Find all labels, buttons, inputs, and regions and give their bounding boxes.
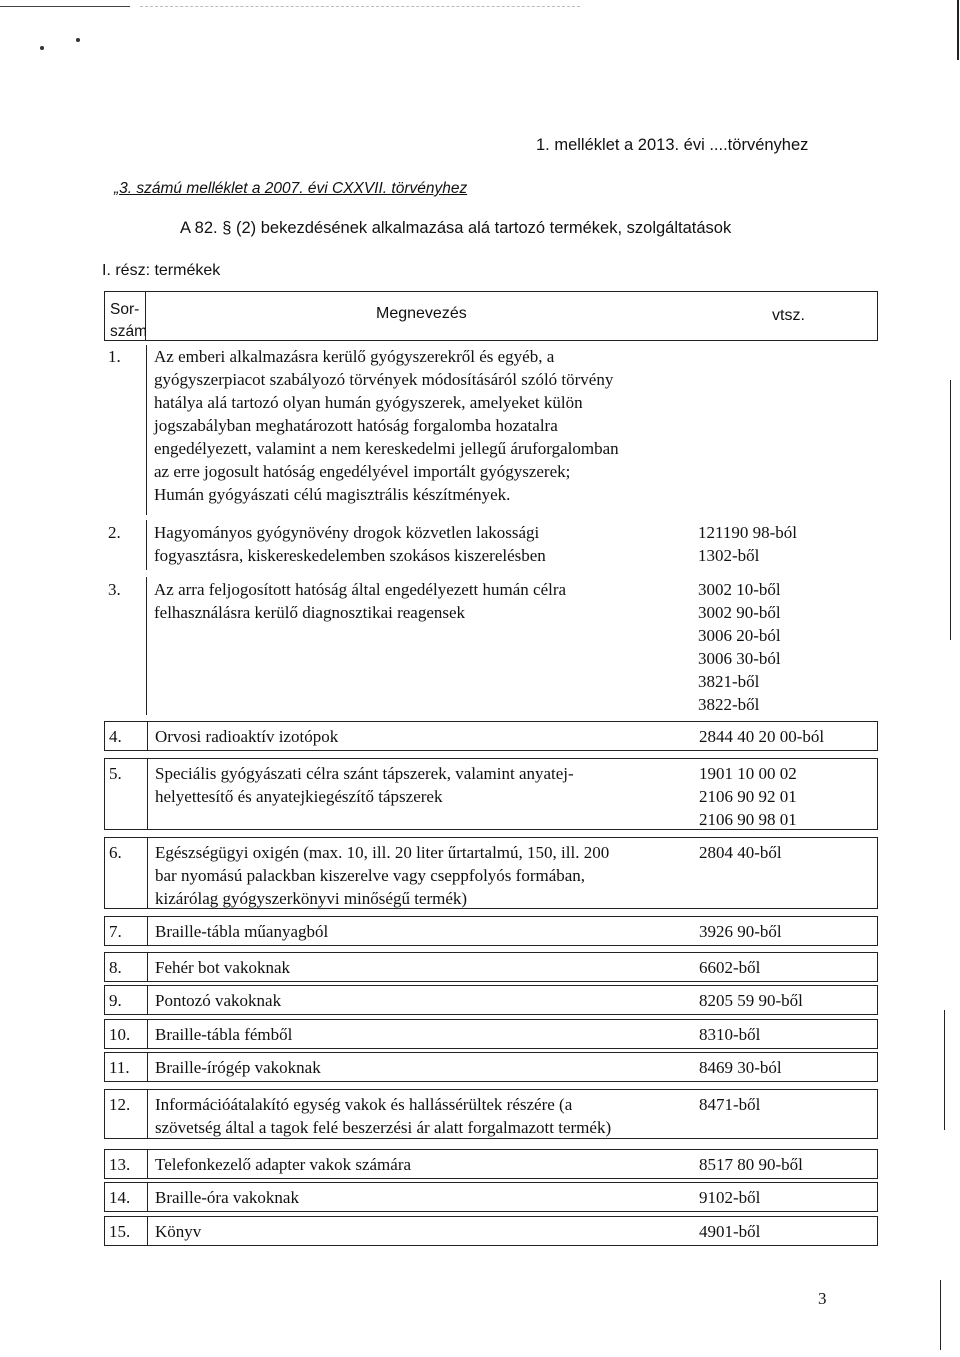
- table-row: [104, 1182, 878, 1212]
- description-line: bar nyomású palackban kiszerelve vagy cseppfolyós formában,: [155, 866, 586, 885]
- row-tariff-codes: [698, 578, 781, 716]
- table-row: [104, 578, 878, 714]
- part-title: I. rész: termékek: [102, 262, 221, 279]
- column-header-name: Megnevezés: [376, 305, 467, 322]
- scan-dot: [40, 46, 44, 50]
- scan-edge-mark: [940, 1280, 941, 1350]
- row-tariff-codes: [699, 1023, 760, 1046]
- column-header-number-line2: szám: [110, 323, 148, 340]
- scan-edge-mark: [950, 380, 951, 640]
- row-tariff-codes: [699, 1093, 760, 1116]
- column-divider: [147, 1182, 148, 1212]
- description-line: Egészségügyi oxigén (max. 10, ill. 20 liter űrtartalmú, 150, ill. 200: [155, 843, 610, 862]
- row-description: [155, 1153, 695, 1176]
- row-tariff-codes: [699, 762, 797, 831]
- row-description: [155, 956, 695, 979]
- row-number: 4.: [109, 727, 122, 746]
- tariff-code: 2106 90 92 01: [699, 787, 797, 806]
- description-line: Telefonkezelő adapter vakok számára: [155, 1155, 412, 1174]
- row-tariff-codes: [699, 841, 782, 864]
- tariff-code: 2804 40-ből: [699, 843, 782, 862]
- annex-title: 1. melléklet a 2013. évi ....törvényhez: [536, 136, 809, 154]
- row-tariff-codes: [699, 1056, 782, 1079]
- description-line: Pontozó vakoknak: [155, 991, 282, 1010]
- row-description: [155, 1186, 695, 1209]
- tariff-code: 1302-ből: [698, 546, 760, 565]
- row-description: [155, 989, 695, 1012]
- description-line: helyettesítő és anyatejkiegészítő tápszerek: [155, 787, 443, 806]
- table-row: [104, 1089, 878, 1139]
- tariff-code: 3006 20-ból: [698, 626, 781, 645]
- table-row: [104, 952, 878, 982]
- row-tariff-codes: [699, 1220, 760, 1243]
- row-number: 11.: [109, 1058, 130, 1077]
- tariff-code: 1901 10 00 02: [699, 764, 797, 783]
- page-number: 3: [818, 1289, 827, 1308]
- table-row: [104, 1216, 878, 1246]
- row-number: 1.: [108, 347, 121, 366]
- description-line: szövetség által a tagok felé beszerzési ár alatt forgalmazott termék): [155, 1118, 612, 1137]
- description-line: fogyasztásra, kiskereskedelemben szokásos kiszerelésben: [154, 546, 546, 565]
- column-divider: [147, 916, 148, 946]
- description-line: Humán gyógyászati célú magisztrális készítmények.: [154, 485, 511, 504]
- column-header-number: [110, 299, 147, 343]
- table-row: [104, 345, 878, 515]
- column-divider: [147, 1019, 148, 1049]
- tariff-code: 8517 80 90-ből: [699, 1155, 803, 1174]
- column-divider: [147, 952, 148, 982]
- tariff-code: 8469 30-ból: [699, 1058, 782, 1077]
- description-line: Könyv: [155, 1222, 202, 1241]
- row-number: 7.: [109, 922, 122, 941]
- row-description: [154, 345, 694, 506]
- table-row: [104, 1149, 878, 1179]
- tariff-code: 3821-ből: [698, 672, 760, 691]
- column-divider: [146, 577, 147, 715]
- description-line: Orvosi radioaktív izotópok: [155, 727, 339, 746]
- table-header: [104, 291, 878, 341]
- table-row: [104, 1052, 878, 1082]
- scan-dot: [76, 38, 80, 42]
- description-line: Hagyományos gyógynövény drogok közvetlen lakossági: [154, 523, 540, 542]
- row-tariff-codes: [699, 1186, 760, 1209]
- description-line: Speciális gyógyászati célra szánt tápszerek, valamint anyatej-: [155, 764, 574, 783]
- row-number: 3.: [108, 580, 121, 599]
- description-line: Információátalakító egység vakok és hallássérültek részére (a: [155, 1095, 573, 1114]
- row-number: 14.: [109, 1188, 131, 1207]
- description-line: gyógyszerpiacot szabályozó törvények módosításáról szóló törvény: [154, 370, 614, 389]
- scan-edge-mark: [944, 1010, 945, 1130]
- table-row: [104, 837, 878, 909]
- tariff-code: 8471-ből: [699, 1095, 761, 1114]
- row-tariff-codes: [699, 956, 760, 979]
- row-description: [155, 725, 695, 748]
- row-number: 9.: [109, 991, 122, 1010]
- description-line: Braille-írógép vakoknak: [155, 1058, 321, 1077]
- description-line: Az arra feljogosított hatóság által engedélyezett humán célra: [154, 580, 567, 599]
- row-number: 8.: [109, 958, 122, 977]
- tariff-code: 9102-ből: [699, 1188, 761, 1207]
- row-number: 15.: [109, 1222, 131, 1241]
- document-subtitle: A 82. § (2) bekezdésének alkalmazása alá tartozó termékek, szolgáltatások: [180, 219, 732, 237]
- description-line: hatálya alá tartozó olyan humán gyógyszerek, amelyeket külön: [154, 393, 583, 412]
- row-tariff-codes: [699, 920, 782, 943]
- column-divider: [147, 721, 148, 751]
- row-number: 12.: [109, 1095, 131, 1114]
- tariff-code: 3822-ből: [698, 695, 760, 714]
- table-row: [104, 916, 878, 946]
- column-header-number-line1: Sor-: [110, 301, 140, 318]
- tariff-code: 8205 59 90-ből: [699, 991, 803, 1010]
- tariff-code: 3002 90-ből: [698, 603, 781, 622]
- row-description: [155, 1023, 695, 1046]
- table-row: [104, 521, 878, 569]
- description-line: Braille-óra vakoknak: [155, 1188, 299, 1207]
- row-tariff-codes: [699, 1153, 803, 1176]
- column-divider: [147, 1089, 148, 1139]
- column-divider: [147, 985, 148, 1015]
- table-row: [104, 758, 878, 830]
- column-divider: [146, 345, 147, 515]
- description-line: felhasználásra kerülő diagnosztikai reagensek: [154, 603, 466, 622]
- column-divider: [147, 758, 148, 830]
- row-tariff-codes: [698, 521, 797, 567]
- table-row: [104, 985, 878, 1015]
- row-description: [155, 1093, 695, 1139]
- tariff-code: 121190 98-ból: [698, 523, 798, 542]
- column-divider: [147, 1216, 148, 1246]
- tariff-code: 4901-ből: [699, 1222, 761, 1241]
- description-line: jogszabályban meghatározott hatóság forgalomba hozatalra: [154, 416, 558, 435]
- row-description: [155, 762, 695, 808]
- row-description: [155, 1056, 695, 1079]
- scan-line: [0, 6, 130, 7]
- tariff-code: 8310-ből: [699, 1025, 761, 1044]
- tariff-code: 3006 30-ból: [698, 649, 781, 668]
- scan-line: [140, 6, 580, 7]
- row-number: 10.: [109, 1025, 131, 1044]
- column-divider: [147, 1052, 148, 1082]
- row-description: [154, 521, 694, 567]
- column-divider: [147, 1149, 148, 1179]
- table-row: [104, 1019, 878, 1049]
- description-line: kizárólag gyógyszerkönyvi minőségű termék): [155, 889, 468, 908]
- row-tariff-codes: [699, 725, 824, 748]
- column-header-code: vtsz.: [772, 307, 805, 324]
- table-row: [104, 721, 878, 751]
- row-number: 13.: [109, 1155, 131, 1174]
- tariff-code: 3002 10-ből: [698, 580, 781, 599]
- description-line: Fehér bot vakoknak: [155, 958, 291, 977]
- description-line: Braille-tábla műanyagból: [155, 922, 329, 941]
- description-line: Braille-tábla fémből: [155, 1025, 293, 1044]
- row-tariff-codes: [699, 989, 803, 1012]
- column-divider: [147, 837, 148, 909]
- row-description: [155, 841, 695, 910]
- scan-edge-mark: [957, 0, 959, 60]
- row-description: [155, 920, 695, 943]
- description-line: engedélyezett, valamint a nem kereskedelmi jellegű áruforgalomban: [154, 439, 619, 458]
- row-number: 6.: [109, 843, 122, 862]
- tariff-code: 3926 90-ből: [699, 922, 782, 941]
- row-number: 2.: [108, 523, 121, 542]
- tariff-code: 6602-ből: [699, 958, 761, 977]
- row-description: [155, 1220, 695, 1243]
- description-line: az erre jogosult hatóság engedélyével importált gyógyszerek;: [154, 462, 571, 481]
- row-description: [154, 578, 694, 624]
- tariff-code: 2106 90 98 01: [699, 810, 797, 829]
- tariff-code: 2844 40 20 00-ból: [699, 727, 825, 746]
- row-number: 5.: [109, 764, 122, 783]
- description-line: Az emberi alkalmazásra kerülő gyógyszerekről és egyéb, a: [154, 347, 555, 366]
- column-divider: [146, 520, 147, 570]
- law-reference: „3. számú melléklet a 2007. évi CXXVII. törvényhez: [114, 180, 468, 197]
